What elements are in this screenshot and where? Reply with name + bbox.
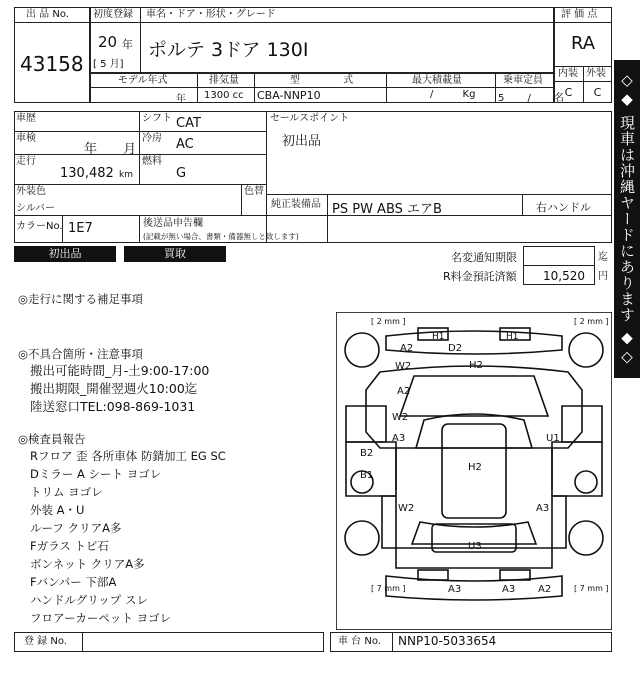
inspector-line: Fガラス トビ石 [30,539,109,553]
interior-label: 内装 [558,68,578,79]
damage-mark: U3 [468,541,482,552]
inspector-line: 外装 A・U [30,503,85,517]
car-name: ポルテ 3ドア 130I [148,39,309,61]
lot-number: 43158 [20,52,84,76]
inspector-line: ハンドルグリップ スレ [30,593,148,607]
mileage-value: 130,482 [60,166,114,181]
chassis-number-label: 車 台 No. [338,636,381,647]
damage-mark: A2 [397,386,411,397]
lot-number-label: 出 品 No. [26,9,69,20]
inspection-value: 年 月 [84,142,137,157]
damage-mark: A3 [502,584,516,595]
title-deadline-box [523,246,595,266]
damage-mark: U1 [546,433,560,444]
max-load-value: / Kg [430,89,476,100]
tag-first-listing: 初出品 [14,246,116,262]
tire-depth-rear-left: [ 7 mm ] [371,584,406,593]
evaluation-label: 評 価 点 [561,9,598,20]
history-label: 車歴 [16,113,36,124]
model-year-unit: 年 [176,94,186,105]
damage-mark: B2 [360,448,374,459]
aftermarket-label: 後送品申告欄 [143,218,203,229]
defect-line: 搬出可能時間_月-土9:00-17:00 [30,363,210,378]
exterior-grade: C [593,86,602,99]
damage-mark: W2 [395,361,412,372]
sales-point-value: 初出品 [282,134,322,149]
inspector-line: ボンネット クリアA多 [30,557,145,571]
model-code: CBA-NNP10 [257,89,321,102]
evaluation-score: RA [570,33,596,54]
color-change-label: 色替 [244,186,264,197]
shift-label: シフト [142,113,172,124]
standard-equipment-label: 純正装備品 [271,199,321,210]
damage-mark: A3 [392,433,406,444]
tire-depth-front-right: [ 2 mm ] [574,317,609,326]
damage-mark: H2 [469,360,483,371]
tire-depth-front-left: [ 2 mm ] [371,317,406,326]
damage-mark: W2 [392,412,409,423]
first-registration-label: 初度登録 [93,9,133,20]
recycle-fee-label: R料金預託済額 [443,270,517,283]
inspector-title: ◎検査員報告 [18,432,86,446]
exterior-color-value: シルバー [16,203,56,214]
defect-line: 搬出期限_開催翌週火10:00迄 [30,381,198,396]
aftermarket-note: (記載が無い場合、書類・備器無しと致します) [143,232,299,241]
recycle-fee-unit: 円 [598,271,608,282]
damage-mark: W2 [398,503,415,514]
damage-mark: H1 [432,332,445,342]
type-label: 型 式 [290,75,354,86]
inspection-label: 車検 [16,133,36,144]
damage-mark: H2 [468,462,482,473]
recycle-fee-value: 10,520 [543,269,585,283]
driving-notes-title: ◎走行に関する補足事項 [18,292,144,306]
inspector-line: Rフロア 歪 各所車体 防錆加工 EG SC [30,449,226,463]
standard-equipment-value: PS PW ABS エアB [332,202,442,217]
mileage-label: 走行 [16,156,36,167]
capacity-value: 5 / 名 [498,93,565,104]
inspector-line: Fバンパー 下部A [30,575,117,589]
damage-mark: A2 [400,343,414,354]
fuel-label: 燃料 [142,156,162,167]
chassis-number: NNP10-5033654 [398,634,497,648]
first-registration-month: [ 5 月] [93,59,124,70]
registration-number-label: 登 録 No. [24,636,67,647]
interior-grade: C [564,86,573,99]
exterior-color-label: 外装色 [16,186,46,197]
displacement-label: 排気量 [209,75,239,86]
defect-line: 陸送窓口TEL:098-869-1031 [30,399,196,414]
color-no-value: 1E7 [68,221,93,236]
title-deadline-unit: 迄 [598,252,608,263]
damage-mark: A3 [536,503,550,514]
inspector-line: Dミラー A シート ヨゴレ [30,467,162,481]
tag-buyback: 買取 [124,246,226,262]
car-name-label: 車名・ドア・形状・グレード [146,9,276,20]
inspector-line: フロアーカーペット ヨゴレ [30,611,172,625]
damage-mark: D2 [448,343,463,354]
inspector-line: トリム ヨゴレ [30,485,103,499]
first-registration-year: 20 [98,33,118,51]
steering-value: 右ハンドル [536,201,591,214]
aircon-value: AC [176,137,194,152]
sales-point-label: セールスポイント [270,113,350,124]
model-year-label: モデル年式 [118,75,168,86]
mileage-unit: km [119,170,133,180]
max-load-label: 最大積載量 [412,75,462,86]
damage-mark: H1 [506,332,519,342]
shift-value: CAT [176,116,201,131]
aircon-label: 冷房 [142,133,162,144]
tire-depth-rear-right: [ 7 mm ] [574,584,609,593]
fuel-value: G [176,166,187,181]
title-deadline-label: 名変通知期限 [451,251,517,264]
defects-title: ◎不具合箇所・注意事項 [18,347,144,361]
inspector-line: ルーフ クリアA多 [30,521,122,535]
capacity-label: 乗車定員 [503,75,543,86]
damage-mark: A2 [538,584,552,595]
damage-mark: B1 [360,470,374,481]
year-unit: 年 [122,38,133,51]
displacement-value: 1300 cc [204,90,244,101]
color-no-label: カラーNo. [16,221,63,232]
damage-mark: A3 [448,584,462,595]
yard-location-banner: ◇◆ 現車は沖縄ヤードにあります ◆◇ [614,60,640,378]
exterior-label: 外装 [586,68,606,79]
